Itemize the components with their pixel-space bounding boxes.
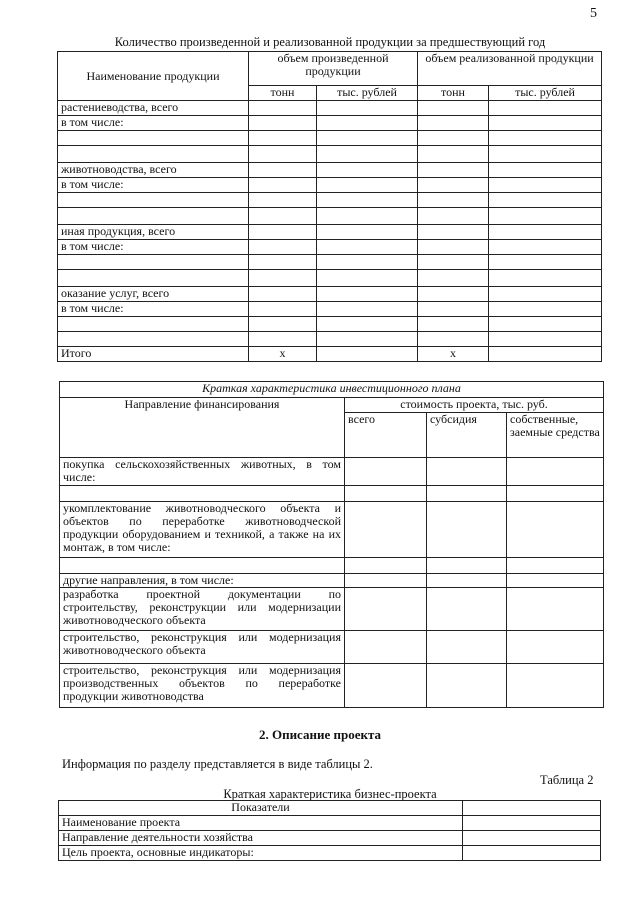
production-table-caption: Количество произведенной и реализованной продукции за предшествующий год (114, 35, 546, 49)
cell[interactable] (507, 558, 604, 574)
total-sold-tons-mark: х (418, 347, 489, 362)
total-label: Итого (58, 347, 249, 362)
cell[interactable] (249, 163, 317, 178)
row-label: другие направления, в том числе: (60, 574, 345, 588)
cell[interactable] (317, 131, 418, 146)
header-direction: Направление финансирования (60, 398, 345, 458)
table-row (58, 240, 602, 255)
cell[interactable] (427, 574, 507, 588)
cell[interactable] (427, 458, 507, 486)
cell[interactable] (418, 302, 489, 317)
cell[interactable] (249, 225, 317, 240)
cell[interactable] (317, 302, 418, 317)
table-row (58, 208, 602, 225)
cell[interactable] (317, 240, 418, 255)
cell[interactable] (427, 502, 507, 558)
cell[interactable] (507, 486, 604, 502)
cell[interactable] (317, 178, 418, 193)
cell[interactable] (489, 240, 602, 255)
row-label: Цель проекта, основные индикаторы: (59, 846, 463, 861)
cell[interactable] (507, 588, 604, 631)
row-label (58, 208, 249, 225)
header-total: всего (345, 413, 427, 458)
cell[interactable] (249, 208, 317, 225)
cell[interactable] (317, 146, 418, 163)
cell[interactable] (317, 347, 418, 362)
table-row (58, 131, 602, 146)
row-label: строительство, реконструкция или модернизация животноводческого объекта (60, 631, 345, 664)
page-number: 5 (590, 6, 597, 21)
cell[interactable] (489, 270, 602, 287)
table-row (59, 831, 601, 846)
cell[interactable] (345, 558, 427, 574)
cell[interactable] (489, 131, 602, 146)
table-row (58, 101, 602, 116)
cell[interactable] (249, 101, 317, 116)
cell[interactable] (418, 240, 489, 255)
cell[interactable] (489, 287, 602, 302)
cell[interactable] (489, 317, 602, 332)
table-row (58, 317, 602, 332)
cell[interactable] (427, 558, 507, 574)
cell[interactable] (317, 317, 418, 332)
header-sold-volume: объем реализованной продукции (418, 52, 602, 86)
cell[interactable] (507, 458, 604, 486)
table-row (58, 287, 602, 302)
cell[interactable] (507, 502, 604, 558)
cell[interactable] (249, 240, 317, 255)
row-label (58, 255, 249, 270)
table-row (60, 558, 604, 574)
cell[interactable] (249, 131, 317, 146)
cell[interactable] (489, 146, 602, 163)
section-heading: 2. Описание проекта (258, 727, 382, 742)
row-label: растениеводства, всего (58, 101, 249, 116)
cell[interactable] (345, 486, 427, 502)
cell[interactable] (317, 270, 418, 287)
cell[interactable] (427, 588, 507, 631)
cell[interactable] (317, 287, 418, 302)
row-label: в том числе: (58, 116, 249, 131)
cell[interactable] (317, 208, 418, 225)
cell[interactable] (345, 588, 427, 631)
row-label: покупка сельскохозяйственных животных, в том числе: (60, 458, 345, 486)
table-row (60, 458, 604, 486)
row-label: Направление деятельности хозяйства (59, 831, 463, 846)
row-label: оказание услуг, всего (58, 287, 249, 302)
cell[interactable] (345, 631, 427, 664)
cell[interactable] (507, 631, 604, 664)
cell[interactable] (249, 302, 317, 317)
cell[interactable] (489, 347, 602, 362)
cell[interactable] (249, 116, 317, 131)
cell[interactable] (418, 193, 489, 208)
cell[interactable] (507, 574, 604, 588)
table-row (60, 574, 604, 588)
table-row (60, 486, 604, 502)
table-row (58, 146, 602, 163)
cell[interactable] (317, 101, 418, 116)
cell[interactable] (317, 193, 418, 208)
cell[interactable] (463, 831, 601, 846)
table-row (60, 502, 604, 558)
cell[interactable] (418, 208, 489, 225)
cell[interactable] (507, 664, 604, 708)
cell[interactable] (249, 255, 317, 270)
row-label: укомплектование животноводческого объекта и объектов по переработке животноводческой продукции оборудованием и техникой, а также на их монтаж, в том числе: (60, 502, 345, 558)
row-label (58, 270, 249, 287)
cell[interactable] (317, 332, 418, 347)
row-label: животноводства, всего (58, 163, 249, 178)
cell[interactable] (418, 131, 489, 146)
table-row (58, 193, 602, 208)
cell[interactable] (317, 255, 418, 270)
cell[interactable] (463, 846, 601, 861)
cell[interactable] (249, 270, 317, 287)
investment-table-caption: Краткая характеристика инвестиционного плана (60, 382, 604, 398)
cell (463, 801, 601, 816)
cell[interactable] (427, 631, 507, 664)
row-label: в том числе: (58, 240, 249, 255)
cell[interactable] (249, 332, 317, 347)
row-label (58, 193, 249, 208)
table-row (58, 178, 602, 193)
table-row (58, 332, 602, 347)
row-label: в том числе: (58, 178, 249, 193)
row-label: Наименование проекта (59, 816, 463, 831)
table-number-label: Таблица 2 (540, 773, 594, 787)
table-row (58, 163, 602, 178)
table-row (60, 631, 604, 664)
header-cost: стоимость проекта, тыс. руб. (345, 398, 604, 413)
cell[interactable] (418, 178, 489, 193)
cell[interactable] (345, 574, 427, 588)
cell[interactable] (489, 208, 602, 225)
cell[interactable] (249, 317, 317, 332)
header-unit-produced-rubles: тыс. рублей (317, 86, 418, 101)
section-paragraph: Информация по разделу представляется в виде таблицы 2. (62, 757, 373, 771)
header-unit-produced-tons: тонн (249, 86, 317, 101)
cell[interactable] (418, 255, 489, 270)
cell[interactable] (489, 163, 602, 178)
table-row (60, 588, 604, 631)
row-label (58, 146, 249, 163)
cell[interactable] (418, 146, 489, 163)
cell[interactable] (249, 287, 317, 302)
row-label (60, 558, 345, 574)
row-label: иная продукция, всего (58, 225, 249, 240)
cell[interactable] (489, 225, 602, 240)
header-produced-volume: объем произведенной продукции (249, 52, 418, 86)
cell[interactable] (317, 225, 418, 240)
cell[interactable] (345, 664, 427, 708)
cell[interactable] (418, 317, 489, 332)
table-row (58, 116, 602, 131)
cell[interactable] (489, 255, 602, 270)
header-own-funds: собственные, заемные средства (507, 413, 604, 458)
total-produced-tons-mark: х (249, 347, 317, 362)
cell[interactable] (418, 225, 489, 240)
production-table (57, 51, 602, 362)
cell[interactable] (418, 287, 489, 302)
cell[interactable] (418, 101, 489, 116)
cell[interactable] (317, 116, 418, 131)
business-table-caption: Краткая характеристика бизнес-проекта (223, 787, 437, 801)
table-row (58, 255, 602, 270)
header-unit-sold-rubles: тыс. рублей (489, 86, 602, 101)
row-label (58, 131, 249, 146)
cell[interactable] (418, 116, 489, 131)
table-row (58, 302, 602, 317)
table-row (60, 664, 604, 708)
cell[interactable] (418, 332, 489, 347)
cell[interactable] (317, 163, 418, 178)
header-subsidy: субсидия (427, 413, 507, 458)
cell[interactable] (463, 816, 601, 831)
table-row (59, 816, 601, 831)
total-row (58, 347, 602, 362)
row-label (60, 486, 345, 502)
cell[interactable] (427, 664, 507, 708)
investment-table (59, 381, 604, 708)
cell[interactable] (427, 486, 507, 502)
cell[interactable] (489, 193, 602, 208)
cell[interactable] (418, 270, 489, 287)
cell[interactable] (489, 302, 602, 317)
cell[interactable] (249, 178, 317, 193)
cell[interactable] (489, 332, 602, 347)
row-label (58, 317, 249, 332)
row-label (58, 332, 249, 347)
table-row (58, 270, 602, 287)
row-label: строительство, реконструкция или модернизация производственных объектов по переработке продукции животноводства (60, 664, 345, 708)
table-row (58, 225, 602, 240)
cell[interactable] (249, 146, 317, 163)
cell[interactable] (489, 178, 602, 193)
business-table (58, 800, 601, 861)
table-row (59, 846, 601, 861)
header-indicators: Показатели (59, 801, 463, 816)
cell[interactable] (489, 101, 602, 116)
cell[interactable] (249, 193, 317, 208)
cell[interactable] (345, 458, 427, 486)
header-product-name: Наименование продукции (58, 52, 249, 101)
cell[interactable] (418, 163, 489, 178)
cell[interactable] (345, 502, 427, 558)
cell[interactable] (489, 116, 602, 131)
row-label: в том числе: (58, 302, 249, 317)
header-unit-sold-tons: тонн (418, 86, 489, 101)
row-label: разработка проектной документации по строительству, реконструкции или модернизации животноводческого объекта (60, 588, 345, 631)
